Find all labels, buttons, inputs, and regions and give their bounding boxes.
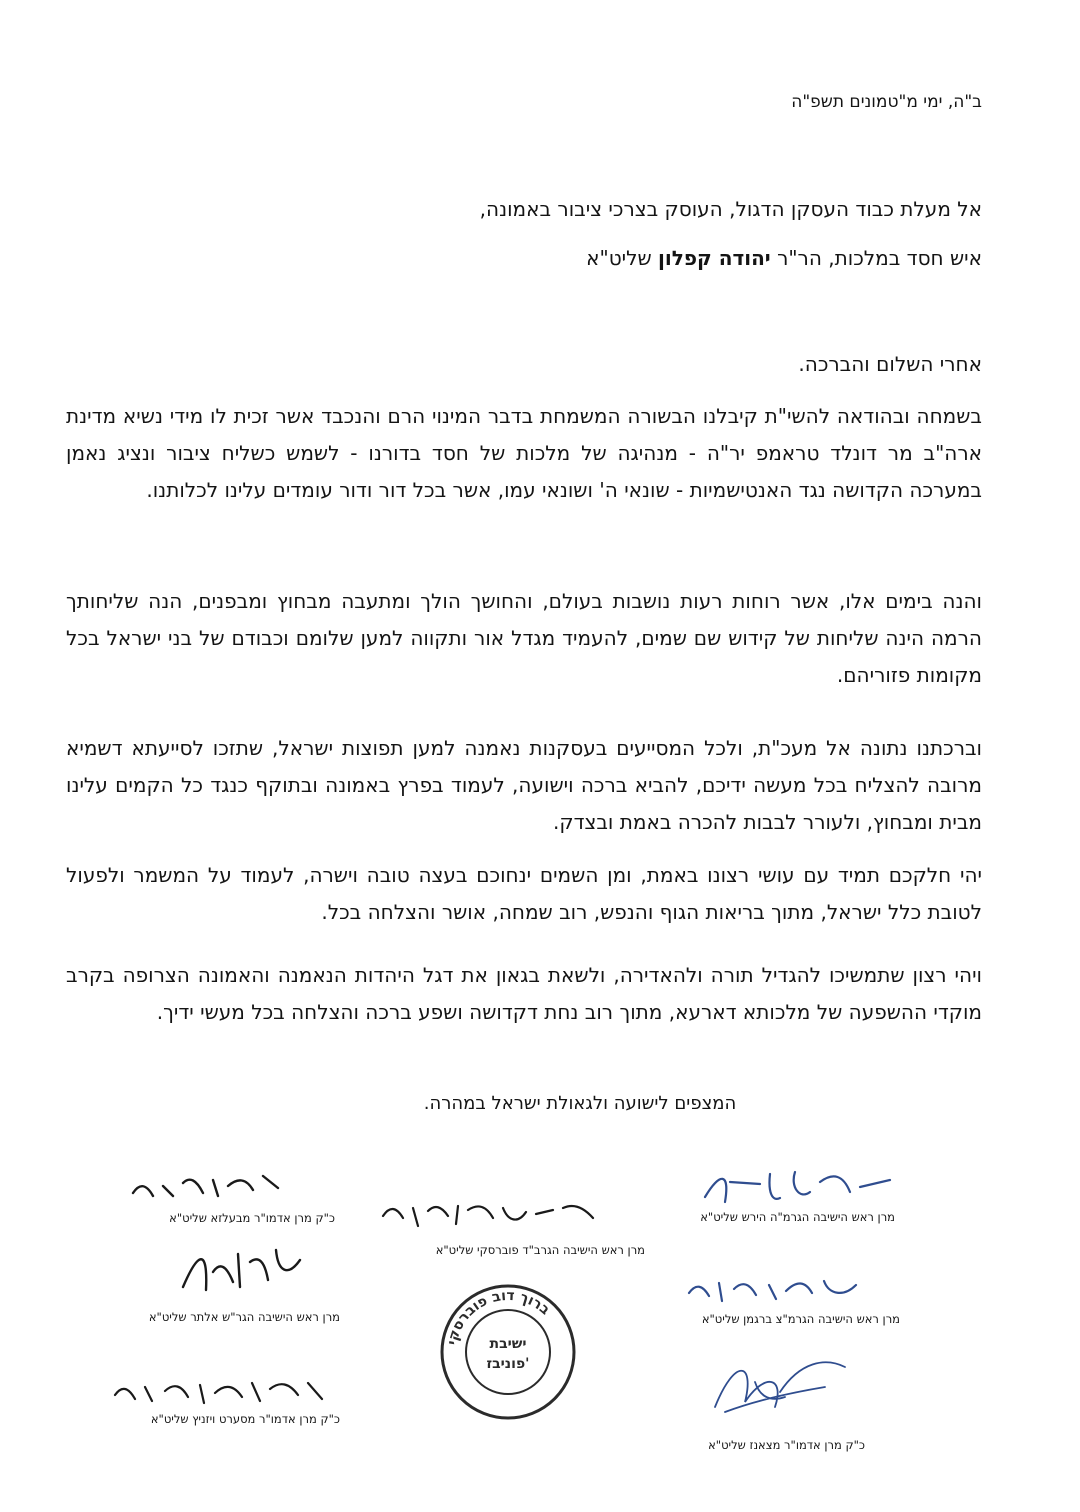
signature-povarsky — [378, 1196, 603, 1236]
address-suffix: שליט"א — [586, 246, 652, 270]
signature-sanz — [705, 1352, 855, 1422]
paragraph-2: והנה בימים אלו, אשר רוחות רעות נושבות בעולם, והחושך הולך ומתעבה מבחוץ ומבפנים, הנה שליחותך הרמה הינה שליחות של קידוש שם שמים, להעמיד מגדל אור ותקווה למען שלומם וכבודם של בני ישראל בכל מקומות פזוריהם. — [66, 589, 982, 687]
signature-label-bergman: מרן ראש הישיבה הגרמ"צ ברגמן שליט"א — [701, 1312, 900, 1326]
closing-line — [0, 1093, 1080, 1114]
paragraph-1: בשמחה ובהודאה להשי"ת קיבלנו הבשורה המשמחת בדבר המינוי הרם והנכבד אשר זכית לו מידי נשיא מדינת ארה"ב מר דונלד טראמפ יר"ה - מנהיגה של מלכות של חסד בדורנו - לשמש כשליח ציבור ונציג נאמן במערכה הקדושה נגד האנטישמיות - שונאי ה' ושונאי עמו, אשר בכל דור ודור עומדים עלינו לכלותנו. — [66, 404, 982, 502]
stamp-inner-line-1: ישיבת — [489, 1336, 527, 1352]
stamp-outer-text: ברוך דוב פוברסקי — [444, 1287, 553, 1347]
paragraph-5: ויהי רצון שתמשיכו להגדיל תורה ולהאדירה, ולשאת בגאון את דגל היהדות הנאמנה והאמונה הצרופה בקרב מוקדי ההשפעה של מלכותא דארעא, מתוך רוב נחת דקדושה ושפע ברכה והצלחה בכל מעשי ידיך. — [66, 963, 982, 1024]
signature-label-povarsky: מרן ראש הישיבה הגרב"ד פוברסקי שליט"א — [435, 1243, 645, 1257]
signature-label-belz: כ"ק מרן אדמו"ר מבעלזא שליט"א — [169, 1211, 335, 1225]
paragraph-4: יהי חלקכם תמיד עם עושי רצונו באמת, ומן השמים ינחוכם בעצה טובה וישרה, לעמוד על המשמר ולפעול לטובת כלל ישראל, מתוך בריאות הגוף והנפש, רוב שמחה, אושר והצלחה בכל. — [66, 863, 982, 924]
yeshiva-stamp — [438, 1282, 578, 1422]
recipient-name: יהודה קפלון — [658, 246, 771, 270]
signature-belz — [128, 1168, 288, 1203]
address-line-1: אל מעלת כבוד העסקן הדגול, העוסק בצרכי ציבור באמונה, — [479, 197, 982, 221]
letter-date: ב"ה, ימי מ"טמונים תשפ"ה — [791, 92, 982, 112]
signature-hirsh — [700, 1162, 900, 1212]
address-line-2 — [586, 246, 982, 270]
signature-bergman — [684, 1271, 864, 1309]
signature-label-seret-vizhnitz: כ"ק מרן אדמו"ר מסערט ויזניץ שליט"א — [150, 1412, 340, 1426]
greeting: אחרי השלום והברכה. — [798, 352, 982, 376]
signature-label-alter: מרן ראש הישיבה הגר"ש אלתר שליט"א — [148, 1310, 340, 1324]
closing-text: המצפים לישועה ולגאולת ישראל במהרה. — [423, 1093, 737, 1114]
signature-label-hirsh: מרן ראש הישיבה הגרמ"ה הירש שליט"א — [700, 1210, 895, 1224]
stamp-inner-line-2: פוניבז' — [486, 1356, 530, 1372]
paragraph-3: וברכתנו נתונה אל מעכ"ת, ולכל המסייעים בעסקנות נאמנה למען תפוצות ישראל, שתזכו לסייעתא דשמיא מרובה להצליח בכל מעשה ידיכם, להביא ברכה וישועה, לעמוד בפרץ באמונה ובתוקף כנגד כל הקמים עלינו מבית ומבחוץ, ולעורר לבבות להכרה באמת ובצדק. — [66, 736, 982, 834]
address-prefix: איש חסד במלכות, הר"ר — [777, 246, 982, 270]
signature-alter — [178, 1242, 308, 1302]
signature-seret-vizhnitz — [110, 1373, 330, 1411]
signature-label-sanz: כ"ק מרן אדמו"ר מצאנז שליט"א — [708, 1438, 865, 1452]
